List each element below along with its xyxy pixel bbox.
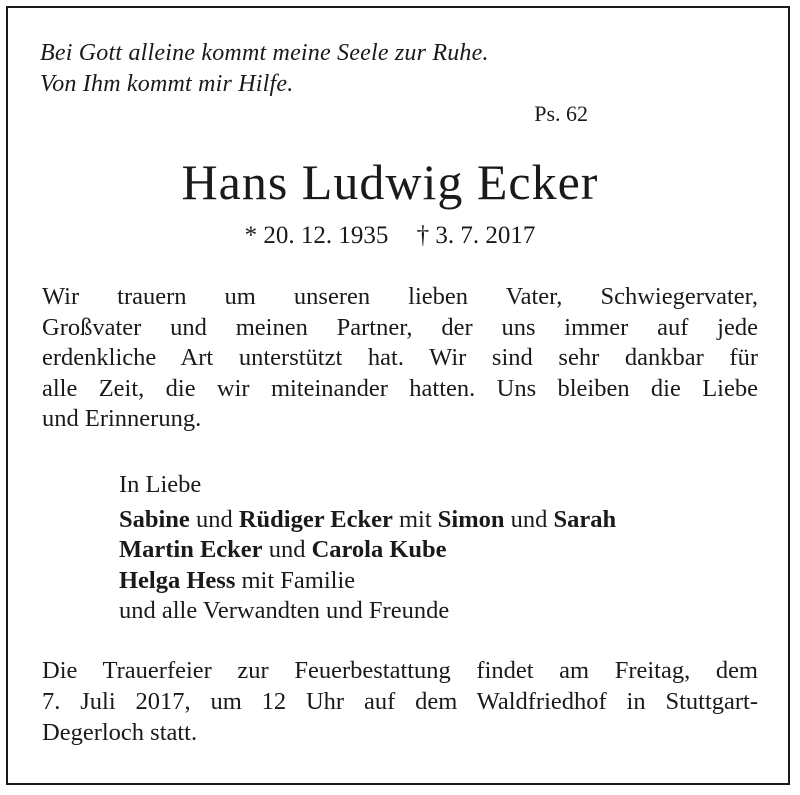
mourner-name: Sabine — [119, 505, 190, 533]
connector-text: mit — [392, 505, 438, 533]
connector-text: und — [504, 505, 554, 533]
life-dates — [0, 221, 780, 251]
connector-text: und — [262, 536, 312, 563]
mourner-name: Simon — [437, 505, 505, 533]
mourner-name: Rüdiger Ecker — [238, 505, 393, 533]
service-line: Degerloch statt. — [42, 719, 198, 746]
bible-verse — [40, 38, 489, 100]
mourners-row — [119, 566, 616, 597]
mourners-list — [119, 470, 616, 627]
deceased-name: Hans Ludwig Ecker — [181, 154, 599, 210]
message-line: Wir trauern um unseren lieben Vater, Schwiegervater, — [42, 283, 758, 310]
message-line: alle Zeit, die wir miteinander hatten. Uns bleiben die Liebe — [42, 374, 758, 402]
connector-text: mit Familie — [235, 566, 356, 594]
mourner-name: Carola Kube — [311, 536, 447, 563]
birth-date: * 20. 12. 1935 — [244, 222, 389, 249]
service-line: 7. Juli 2017, um 12 Uhr auf dem Waldfriedhof in Stuttgart- — [42, 688, 758, 715]
verse-line-2: Von Ihm kommt mir Hilfe. — [40, 71, 294, 97]
mourners-intro: In Liebe — [119, 471, 202, 498]
mourner-name: Helga Hess — [119, 566, 236, 594]
mourner-name: Sarah — [553, 505, 617, 533]
death-date: † 3. 7. 2017 — [416, 222, 536, 249]
message-line: und Erinnerung. — [42, 405, 202, 432]
message-line: erdenkliche Art unterstützt hat. Wir sind sehr dankbar für — [42, 344, 758, 371]
connector-text: und — [189, 505, 239, 533]
verse-reference: Ps. 62 — [534, 101, 588, 126]
message-line: Großvater und meinen Partner, der uns immer auf jede — [42, 313, 758, 341]
mourning-message — [42, 282, 758, 435]
mourners-row — [119, 535, 616, 566]
mourners-row — [119, 505, 616, 536]
mourner-name: Martin Ecker — [119, 536, 263, 563]
service-line: Die Trauerfeier zur Feuerbestattung findet am Freitag, dem — [42, 657, 758, 684]
funeral-service-info — [42, 655, 758, 748]
mourners-row: und alle Verwandten und Freunde — [119, 597, 450, 624]
verse-line-1: Bei Gott alleine kommt meine Seele zur Ruhe. — [40, 40, 489, 66]
